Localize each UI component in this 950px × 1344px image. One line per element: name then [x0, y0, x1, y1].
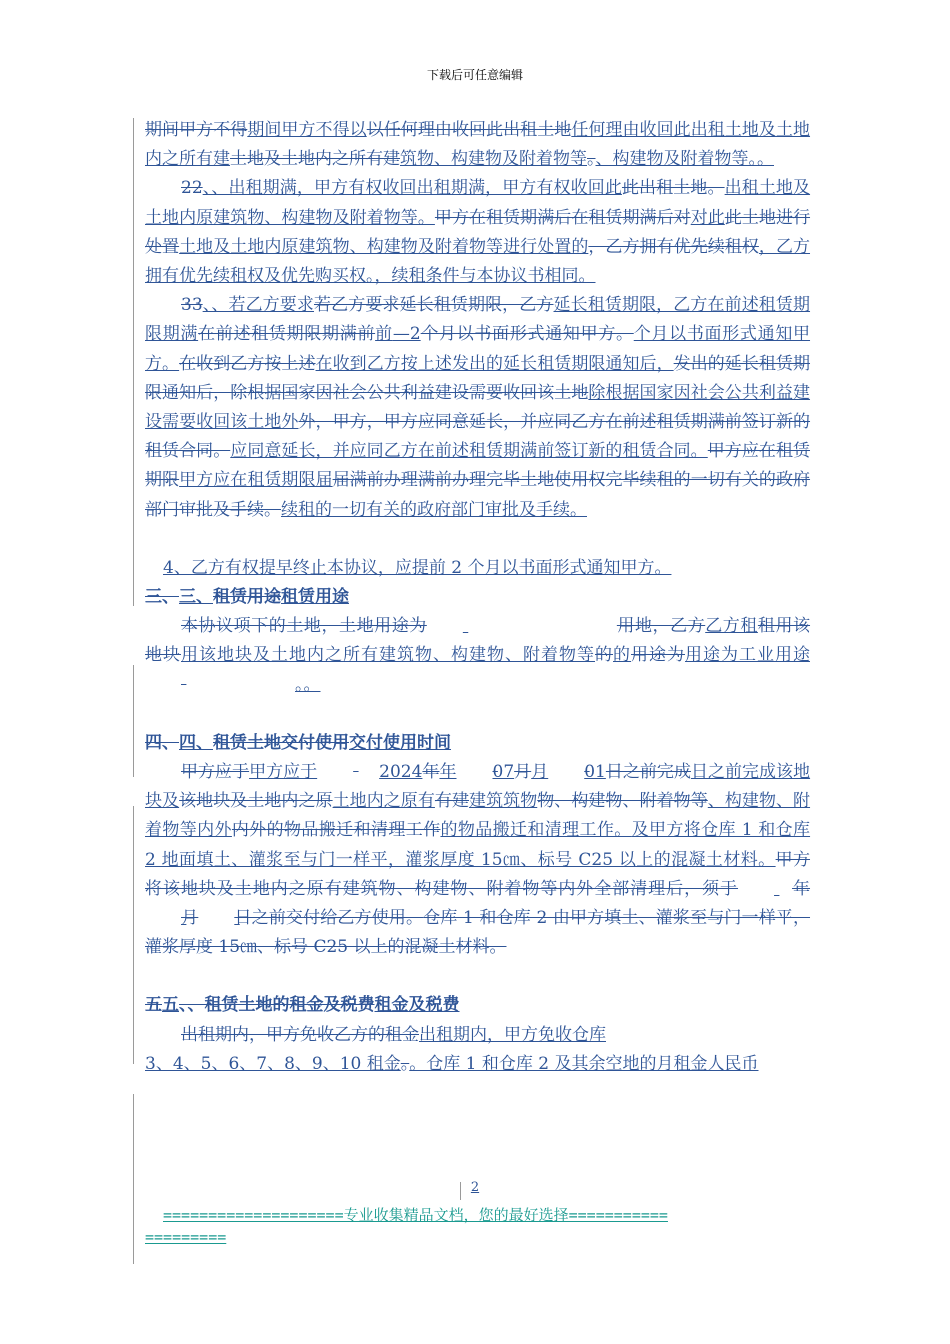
blank-line: [145, 700, 810, 729]
paragraph-early-termination: 4、乙方有权提早终止本协议，应提前 2 个月以书面形式通知甲方。: [163, 557, 672, 578]
footer-line: ====================专业收集精品文档，您的最好选择===========: [163, 1206, 668, 1224]
page-header: 下载后可任意编辑: [426, 68, 523, 82]
blank-line: [145, 962, 810, 991]
revision-margin-bar: [133, 665, 134, 777]
paragraph-term-clause: 期间甲方不得期间甲方不得以以任何理由收回此出租土地任何理由收回此出租土地及土地内之所有建土地及土地内之所有建筑物、构建物及附着物等。、构建物及附着物等。。: [145, 120, 811, 170]
paragraph-rent-terms: 出租期内，甲方免收乙方的租金出租期内，甲方免收仓库 3、4、5、6、7、8、9、10 租金。。仓库 1 和仓库 2 及其余空地的月租金人民币: [145, 1024, 759, 1074]
paragraph-land-usage: 本协议项下的土地，土地用途为 用地，乙方乙方租租用该地块用该地块及土地内之所有建筑物、构建物、附着物等的的用途为用途为工业用途 。。: [145, 612, 810, 700]
section-heading-delivery: 四、四、租赁土地交付使用交付使用时间: [145, 732, 451, 753]
paragraph-lease-extension: 33、、若乙方要求若乙方要求延长租赁期限，乙方延长租赁期限，乙方在前述租赁期限期满在前述租赁期限期满前前—2个月以书面形式通知甲方。个月以书面形式通知甲方。在收到乙方按上述在收到乙方按上述发出的延长租赁期限通知后，发出的延长租赁期限通知后，除根据国家因社会公共利益建设需要收回该土地除根据国家因社会公共利益建设需要收回该土地外外，甲方，甲方应同意延长，并应同乙方在前述租赁期满前签订新的租赁合同。应同意延长，并应同乙方在前述租赁期满前签订新的租赁合同。甲方应在租赁期限甲方应在租赁期限届届满前办理满前办理完毕土地使用权完毕续租的一切有关的政府部门审批及手续。续租的一切有关的政府部门审批及手续。: [145, 295, 811, 520]
paragraph-lease-expiry: 22、、出租期满，甲方有权收回出租期满，甲方有权收回此此出租土地。出租土地及土地内原建筑物、构建物及附着物等。甲方在租赁期满后在租赁期满后对对此此土地进行处置土地及土地内原建筑物、构建物及附着物等进行处置的，乙方拥有优先续租权，乙方拥有优先续租权及优先购买权。，续租条件与本协议书相同。: [145, 178, 811, 287]
document-body: [145, 116, 810, 1079]
revision-margin-bar: [133, 1094, 134, 1264]
section-heading-usage: 三、三、租赁用途租赁用途: [145, 587, 349, 608]
fill-in-blank[interactable]: [198, 904, 234, 933]
footer-line: =========: [145, 1228, 227, 1246]
fill-in-blank[interactable]: [145, 904, 181, 933]
section-heading-rent: 五五、、租赁土地的租金及税费租金及税费: [145, 995, 460, 1016]
struck-blank: [145, 671, 295, 700]
revision-margin-bar: [133, 806, 134, 1064]
fill-in-blank[interactable]: [427, 612, 617, 641]
footer-banner: [145, 1204, 805, 1248]
revision-margin-bar: [133, 118, 134, 606]
paragraph-delivery-terms: 甲方应于甲方应于 2024年年 07月月 01日之前完成日之前完成该地块及该地块及土地内之原土地内之原有有建建筑筑物物、构建物、附着物等、构建物、附着物等内外内外的物品搬迁和清理工作的物品搬迁和清理工作。及甲方将仓库 1 和仓库 2 地面填土、灌浆至与门一样平，灌浆厚度 15㎝、标号 C25 以上的混凝土材料。甲方将该地块及土地内之原有建筑物、构建物、附着物等内外全部清理后，须于 年 月 日之前交付给乙方使用。仓库 1 和仓库 2 由甲方填土、灌浆至与门一样平，灌浆厚度 15㎝、标号 C25 以上的混凝土材料。: [145, 762, 811, 958]
fill-in-blank[interactable]: [738, 875, 792, 904]
page-number: 2: [470, 1180, 480, 1195]
blank-line: [145, 525, 810, 554]
